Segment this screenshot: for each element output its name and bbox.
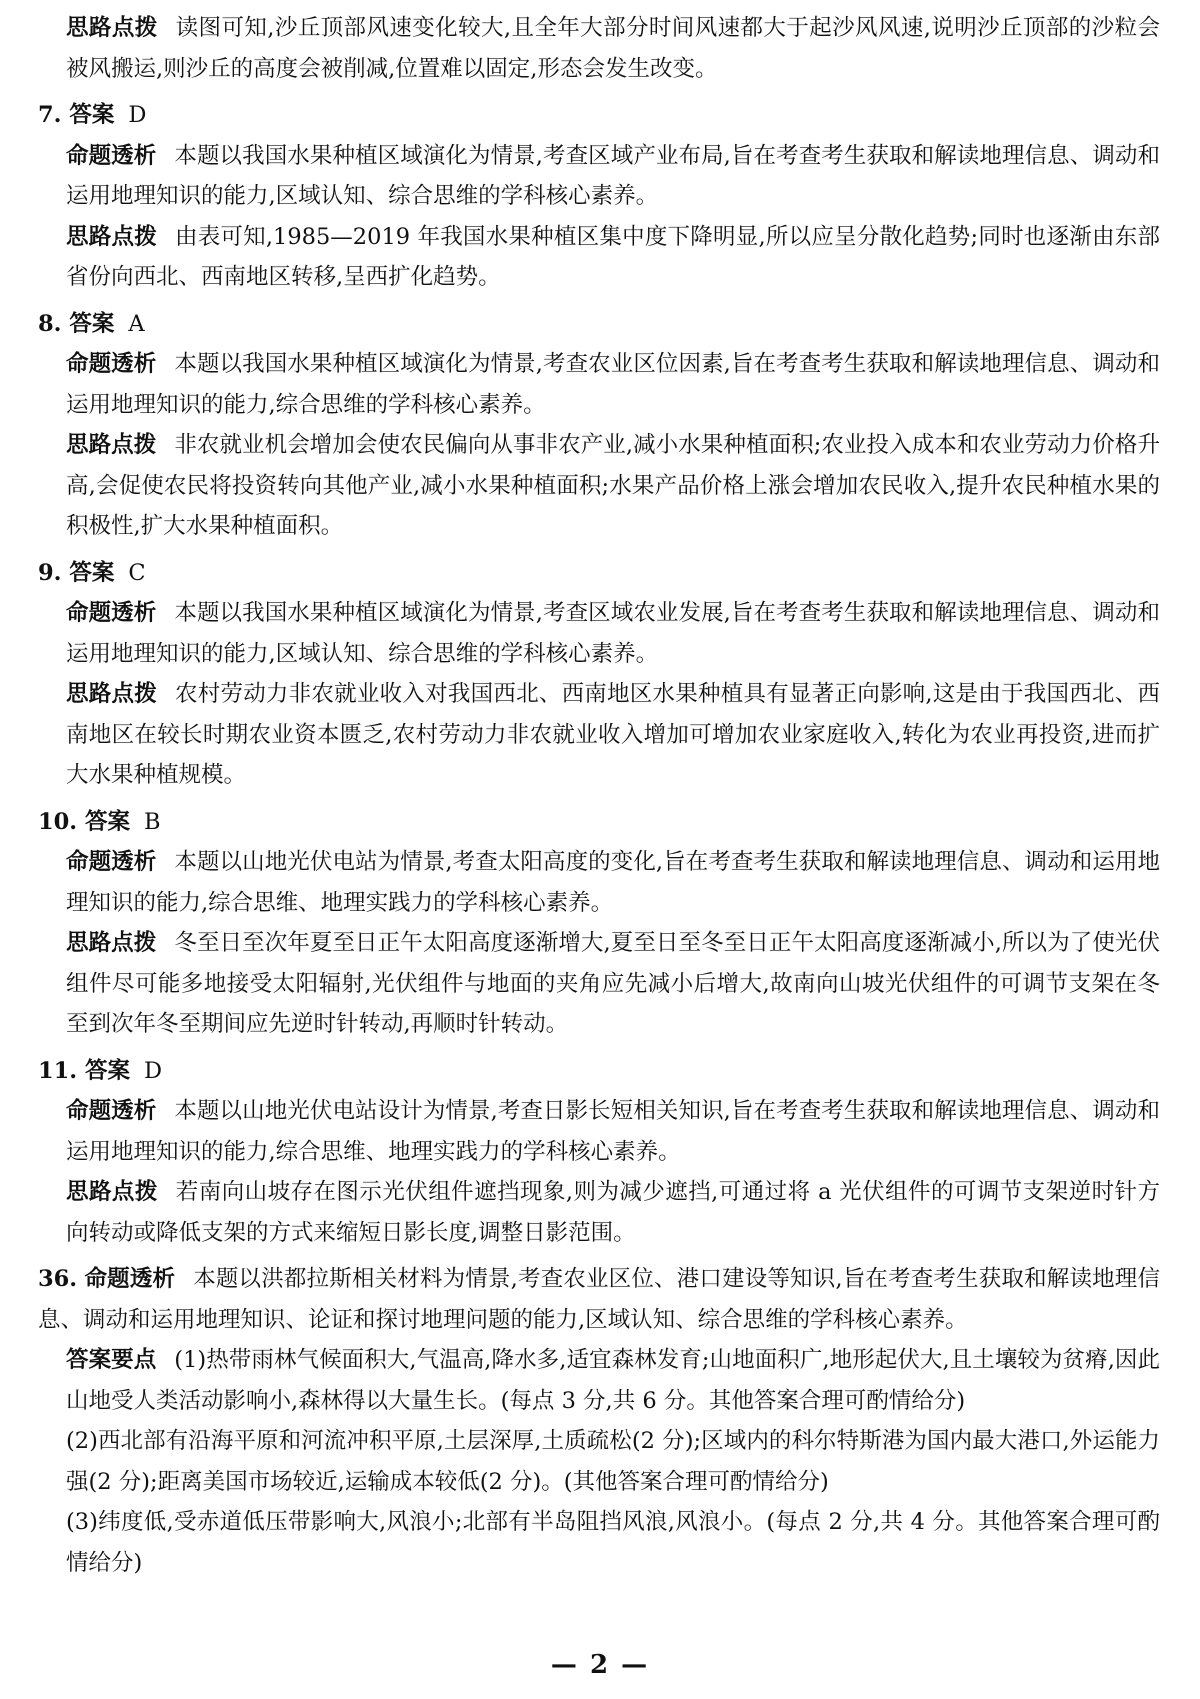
q11-reasoning: [38, 1172, 1160, 1253]
q9-reasoning: [38, 674, 1160, 796]
answer-value: D: [144, 1057, 163, 1084]
key-points-tag: 答案要点: [66, 1347, 157, 1373]
answer-label: 答案: [69, 102, 115, 128]
q11-answer-line: [38, 1051, 1160, 1092]
q10-analysis: [38, 842, 1160, 923]
question-number: 10.: [38, 808, 78, 835]
question-number: 8.: [38, 310, 62, 337]
q36-key-points: [38, 1340, 1160, 1421]
q7-analysis: [38, 136, 1160, 217]
q7-answer-line: [38, 95, 1160, 136]
q8-analysis: [38, 344, 1160, 425]
q36-analysis: [38, 1259, 1160, 1340]
reasoning-tag: 思路点拨: [66, 223, 157, 250]
reasoning-tag: 思路点拨: [66, 432, 157, 458]
q9-analysis: [38, 593, 1160, 674]
question-number: 7.: [38, 102, 62, 128]
analysis-tag: 命题透析: [66, 351, 157, 377]
analysis-tag: 命题透析: [66, 142, 157, 169]
reasoning-text: 由表可知,1985—2019 年我国水果种植区集中度下降明显,所以应呈分散化趋势;同时也逐渐由东部省份向西北、西南地区转移,呈西扩化趋势。: [66, 223, 1160, 290]
question-number: 9.: [38, 559, 62, 586]
analysis-tag: 命题透析: [84, 1266, 176, 1292]
reasoning-tag: 思路点拨: [66, 15, 158, 41]
reasoning-text: 农村劳动力非农就业收入对我国西北、西南地区水果种植具有显著正向影响,这是由于我国西北、西南地区在较长时期农业资本匮乏,农村劳动力非农就业收入增加可增加农业家庭收入,转化为农业再投资,进而扩大水果种植规模。: [66, 681, 1160, 788]
analysis-text: 本题以我国水果种植区域演化为情景,考查区域产业布局,旨在考查考生获取和解读地理信息、调动和运用地理知识的能力,区域认知、综合思维的学科核心素养。: [66, 142, 1160, 209]
answer-value: D: [128, 102, 147, 128]
answer-value: C: [128, 559, 146, 586]
analysis-text: 本题以洪都拉斯相关材料为情景,考查农业区位、港口建设等知识,旨在考查考生获取和解读地理信息、调动和运用地理知识、论证和探讨地理问题的能力,区域认知、综合思维的学科核心素养。: [38, 1266, 1160, 1333]
analysis-tag: 命题透析: [66, 849, 157, 875]
reasoning-text: 冬至日至次年夏至日正午太阳高度逐渐增大,夏至日至冬至日正午太阳高度逐渐减小,所以为了使光伏组件尽可能多地接受太阳辐射,光伏组件与地面的夹角应先减小后增大,故南向山坡光伏组件的可调节支架在冬至到次年冬至期间应先逆时针转动,再顺时针转动。: [66, 930, 1160, 1037]
intro-reasoning: [38, 8, 1160, 89]
answer-label: 答案: [69, 310, 115, 337]
key-point-1: (1)热带雨林气候面积大,气温高,降水多,适宜森林发育;山地面积广,地形起伏大,且土壤较为贫瘠,因此山地受人类活动影响小,森林得以大量生长。(每点 3 分,共 6 分。其他答案合理可酌情给分): [66, 1347, 1160, 1414]
page-number: — 2 —: [550, 1650, 650, 1680]
reasoning-tag: 思路点拨: [66, 1179, 158, 1205]
q7-reasoning: [38, 217, 1160, 298]
answer-value: B: [144, 808, 161, 835]
q10-answer-line: [38, 802, 1160, 843]
analysis-text: 本题以我国水果种植区域演化为情景,考查农业区位因素,旨在考查考生获取和解读地理信息、调动和运用地理知识的能力,综合思维的学科核心素养。: [66, 351, 1160, 418]
answer-label: 答案: [85, 808, 131, 835]
q8-answer-line: [38, 304, 1160, 345]
q11-analysis: [38, 1091, 1160, 1172]
analysis-text: 本题以山地光伏电站为情景,考查太阳高度的变化,旨在考查考生获取和解读地理信息、调动和运用地理知识的能力,综合思维、地理实践力的学科核心素养。: [66, 849, 1160, 916]
analysis-text: 本题以山地光伏电站设计为情景,考查日影长短相关知识,旨在考查考生获取和解读地理信息、调动和运用地理知识的能力,综合思维、地理实践力的学科核心素养。: [66, 1098, 1160, 1165]
q36-key-point-3: (3)纬度低,受赤道低压带影响大,风浪小;北部有半岛阻挡风浪,风浪小。(每点 2 分,共 4 分。其他答案合理可酌情给分): [66, 1509, 1160, 1576]
question-number: 36.: [38, 1266, 78, 1292]
reasoning-tag: 思路点拨: [66, 930, 157, 956]
reasoning-text: 读图可知,沙丘顶部风速变化较大,且全年大部分时间风速都大于起沙风风速,说明沙丘顶部的沙粒会被风搬运,则沙丘的高度会被削减,位置难以固定,形态会发生改变。: [66, 15, 1160, 82]
reasoning-text: 非农就业机会增加会使农民偏向从事非农产业,减小水果种植面积;农业投入成本和农业劳动力价格升高,会促使农民将投资转向其他产业,减小水果种植面积;水果产品价格上涨会增加农民收入,提升农民种植水果的积极性,扩大水果种植面积。: [66, 432, 1160, 539]
answer-label: 答案: [69, 559, 115, 586]
question-number: 11.: [38, 1057, 78, 1084]
q8-reasoning: [38, 425, 1160, 547]
analysis-tag: 命题透析: [66, 1098, 157, 1124]
answer-value: A: [128, 310, 145, 337]
q10-reasoning: [38, 923, 1160, 1045]
analysis-text: 本题以我国水果种植区域演化为情景,考查区域农业发展,旨在考查考生获取和解读地理信息、调动和运用地理知识的能力,区域认知、综合思维的学科核心素养。: [66, 600, 1160, 667]
answer-label: 答案: [85, 1057, 131, 1084]
analysis-tag: 命题透析: [66, 600, 157, 626]
q36-key-point-2: (2)西北部有沿海平原和河流冲积平原,土层深厚,土质疏松(2 分);区域内的科尔特斯港为国内最大港口,外运能力强(2 分);距离美国市场较近,运输成本较低(2 分)。(其他答案合理可酌情给分): [66, 1428, 1160, 1495]
reasoning-tag: 思路点拨: [66, 681, 157, 707]
reasoning-text: 若南向山坡存在图示光伏组件遮挡现象,则为减少遮挡,可通过将 a 光伏组件的可调节支架逆时针方向转动或降低支架的方式来缩短日影长度,调整日影范围。: [66, 1179, 1160, 1246]
q9-answer-line: [38, 553, 1160, 594]
